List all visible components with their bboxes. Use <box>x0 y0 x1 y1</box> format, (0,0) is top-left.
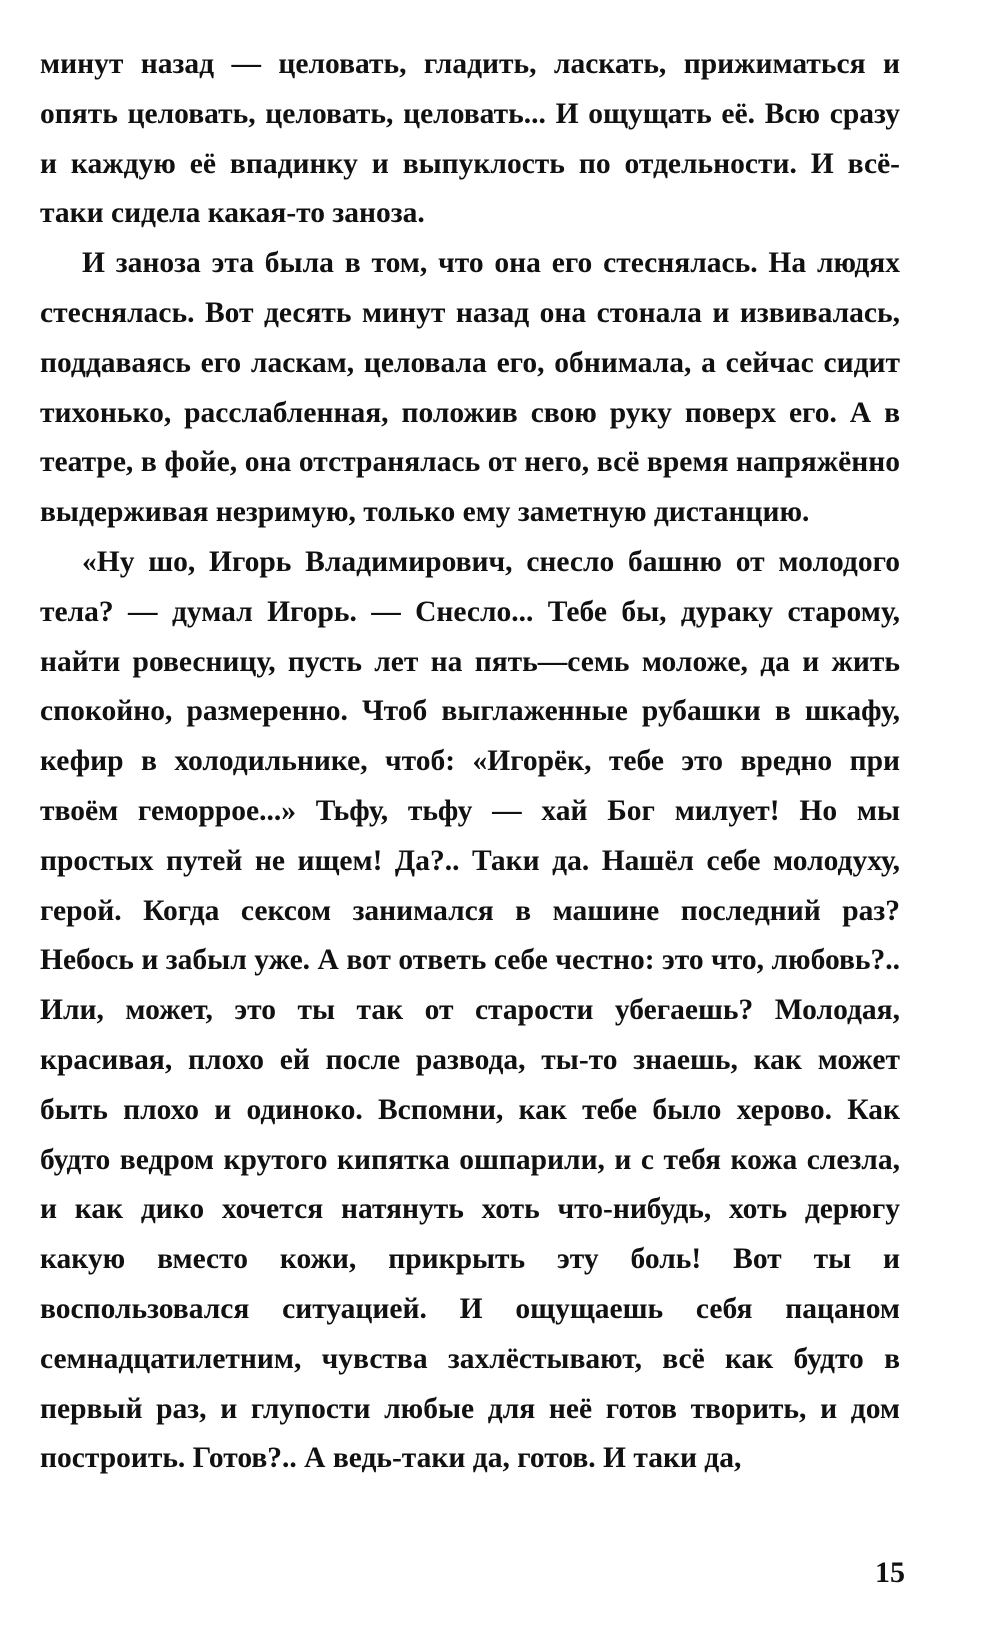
page-number: 15 <box>875 1556 905 1589</box>
paragraph-2: И заноза эта была в том, что она его стеснялась. На людях стеснялась. Вот десять минут назад она стонала и извивалась, поддаваясь его ласкам, целовала его, обнимала, а сейчас сидит тихонько, расслабленная, положив свою руку поверх его. А в театре, в фойе, она отстранялась от него, всё время напряжённо выдерживая незримую, только ему заметную дистанцию. <box>40 247 900 529</box>
paragraph-3: «Ну шо, Игорь Владимирович, снесло башню от молодого тела? — думал Игорь. — Снесло... Тебе бы, дураку старому, найти ровесницу, пусть лет на пять—семь моложе, да и жить спокойно, размеренно. Чтоб выглаженные рубашки в шкафу, кефир в холодильнике, чтоб: «Игорёк, тебе это вредно при твоём геморрое...» Тьфу, тьфу — хай Бог милует! Но мы простых путей не ищем! Да?.. Таки да. Нашёл себе молодуху, герой. Когда сексом занимался в машине последний раз? Небось и забыл уже. А вот ответь себе честно: это что, любовь?.. Или, может, это ты так от старости убегаешь? Молодая, красивая, плохо ей после развода, ты-то знаешь, как может быть плохо и одиноко. Вспомни, как тебе было херово. Как будто ведром крутого кипятка ошпарили, и с тебя кожа слезла, и как дико хочется натянуть хоть что-нибудь, хоть дерюгу какую вместо кожи, прикрыть эту боль! Вот ты и воспользовался ситуацией. И ощущаешь себя пацаном семнадцатилетним, чувства захлёстывают, всё как будто в первый раз, и глупости любые для неё готов творить, и дом построить. Готов?.. А ведь-таки да, готов. И таки да, <box>40 545 900 1475</box>
paragraph-1: минут назад — целовать, гладить, ласкать, прижиматься и опять целовать, целовать, целовать... И ощущать её. Всю сразу и каждую её впадинку и выпуклость по отдельности. И всё-таки сидела какая-то заноза. <box>40 48 900 230</box>
page-body <box>40 40 900 1600</box>
